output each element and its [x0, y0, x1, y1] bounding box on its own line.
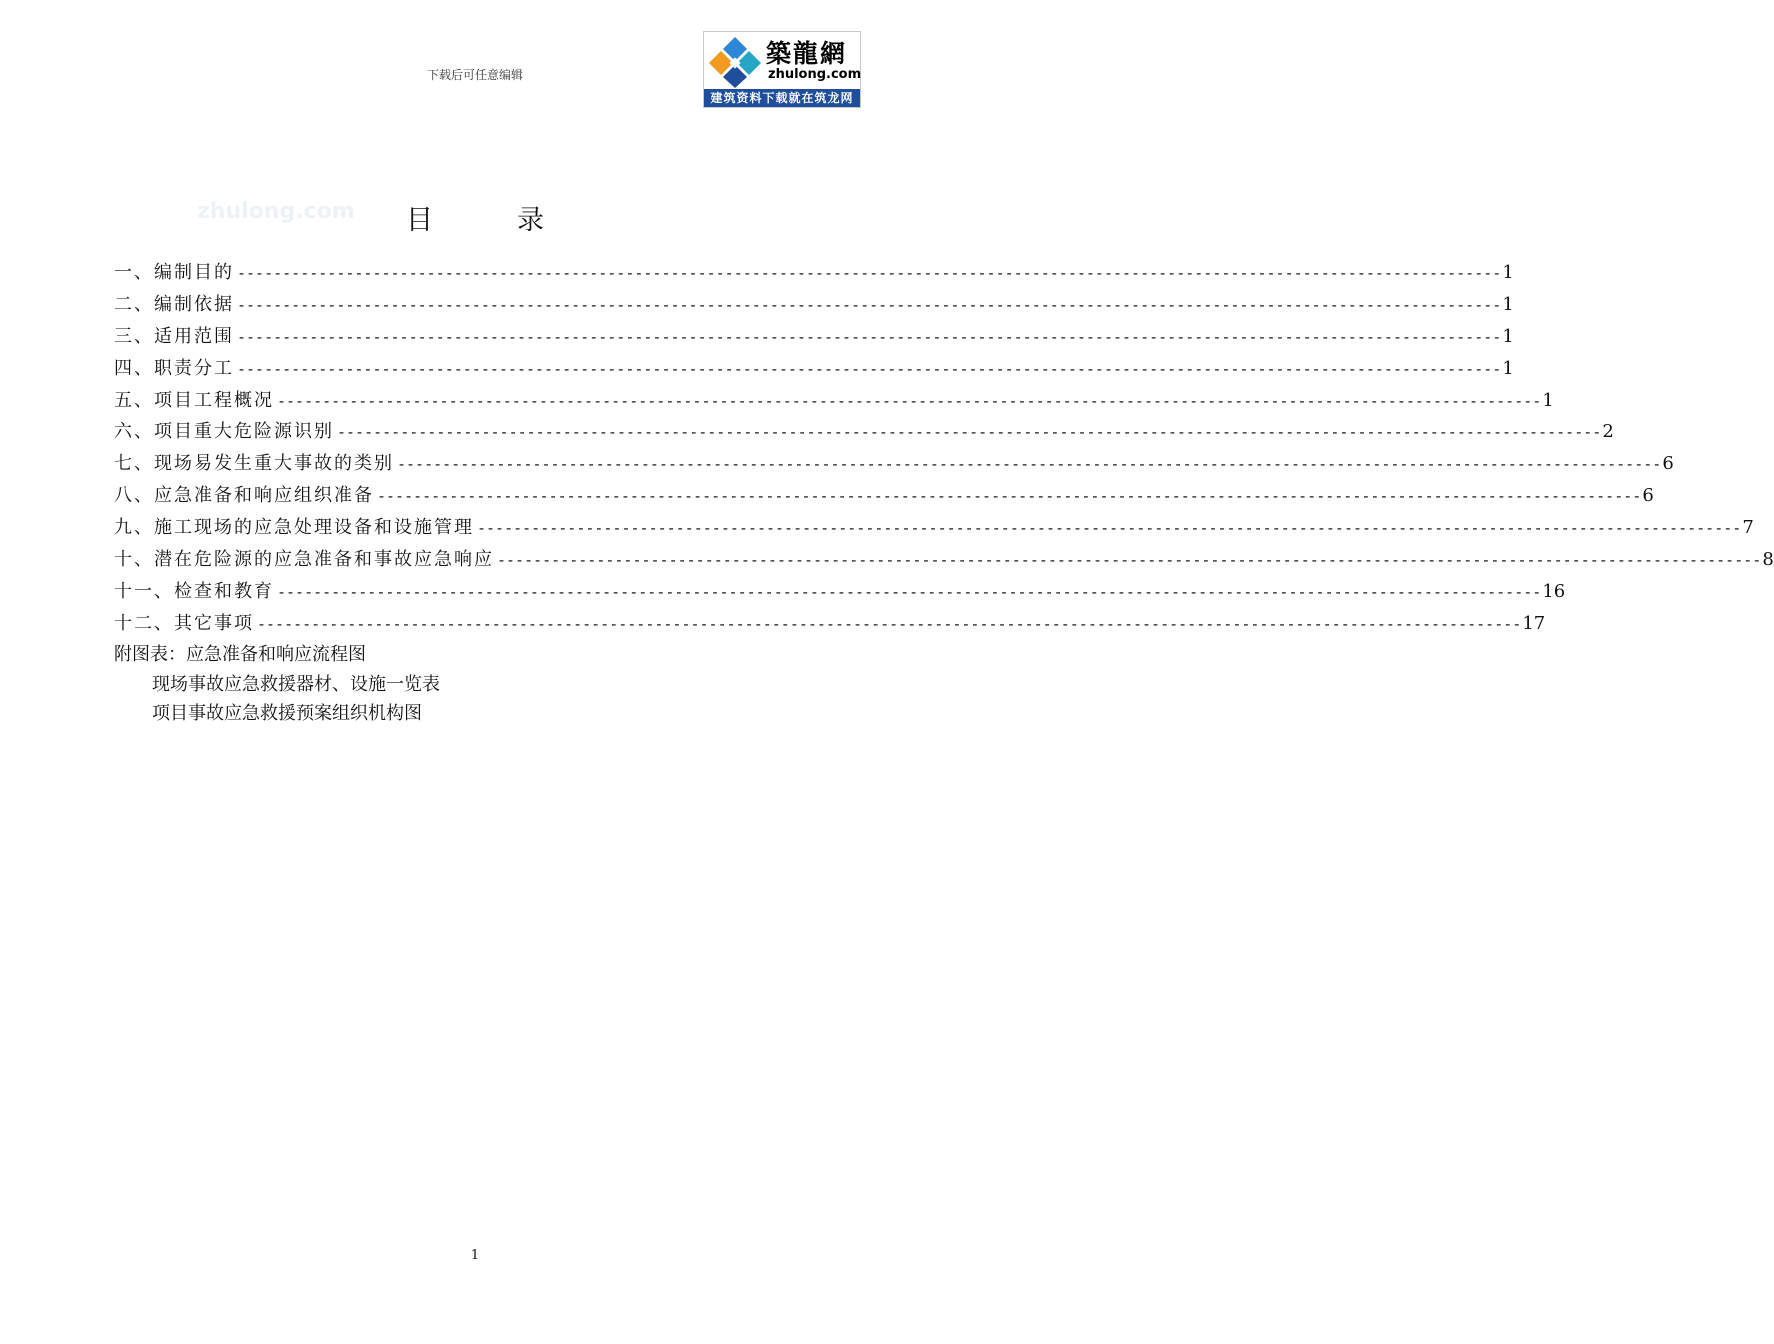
page-title: 目录: [406, 205, 628, 236]
toc-entry-label: 二、编制依据: [114, 293, 234, 315]
toc-entry-page: 1: [1502, 262, 1514, 283]
toc-dot-leader: --------------------------------------------------------------------------------------------------------------------------------------------: [237, 327, 1502, 346]
appendix-item: 现场事故应急救援器材、设施一览表: [152, 673, 440, 695]
toc-entry-page: 6: [1642, 485, 1654, 507]
toc-entry[interactable]: [114, 449, 1674, 481]
toc-entry[interactable]: [114, 417, 1614, 449]
toc-dot-leader: --------------------------------------------------------------------------------------------------------------------------------------------: [277, 391, 1542, 410]
toc-entry[interactable]: [114, 609, 1546, 641]
toc-entry[interactable]: [114, 258, 1514, 290]
logo-domain: zhulong.com: [768, 67, 862, 82]
toc-dot-leader: --------------------------------------------------------------------------------------------------------------------------------------------: [497, 551, 1762, 570]
toc-entry-label: 十、潜在危险源的应急准备和事故应急响应: [114, 549, 494, 571]
toc-entry-label: 一、编制目的: [114, 262, 234, 283]
toc-entry[interactable]: [114, 322, 1514, 354]
toc-entry-label: 六、项目重大危险源识别: [114, 421, 334, 443]
toc-dot-leader: --------------------------------------------------------------------------------------------------------------------------------------------: [397, 455, 1662, 474]
toc-entry-page: 1: [1542, 389, 1554, 411]
toc-entry-page: 17: [1522, 612, 1546, 634]
toc-dot-leader: --------------------------------------------------------------------------------------------------------------------------------------------: [237, 295, 1502, 314]
toc-dot-leader: --------------------------------------------------------------------------------------------------------------------------------------------: [337, 423, 1602, 442]
toc-entry-page: 2: [1602, 421, 1614, 443]
toc-entry[interactable]: [114, 354, 1514, 386]
toc-dot-leader: --------------------------------------------------------------------------------------------------------------------------------------------: [257, 614, 1522, 633]
toc-entry[interactable]: [114, 481, 1654, 513]
header-note: 下载后可任意编辑: [426, 68, 523, 82]
toc-entry[interactable]: [114, 290, 1514, 322]
watermark: zhulong.com: [197, 199, 355, 224]
toc-entry[interactable]: [114, 386, 1554, 418]
toc-entry-label: 十二、其它事项: [114, 612, 254, 634]
toc-entry[interactable]: [114, 513, 1754, 545]
appendix: [114, 640, 440, 729]
toc-entry-page: 8: [1762, 549, 1774, 571]
toc-entry-page: 1: [1502, 325, 1514, 347]
toc-dot-leader: --------------------------------------------------------------------------------------------------------------------------------------------: [477, 519, 1742, 538]
zhulong-diamond-icon: [707, 35, 763, 89]
toc-entry-page: 1: [1502, 357, 1514, 379]
zhulong-logo: [703, 31, 861, 108]
appendix-item: 项目事故应急救援预案组织机构图: [152, 703, 422, 724]
toc-entry-page: 7: [1742, 517, 1754, 539]
page-number: 1: [470, 1248, 480, 1263]
toc-entry-label: 十一、检查和教育: [114, 580, 274, 602]
logo-slogan: 建筑资料下载就在筑龙网: [704, 89, 860, 107]
toc-entry-label: 四、职责分工: [114, 357, 234, 379]
logo-name-cn: 築龍網: [766, 39, 848, 68]
toc-dot-leader: --------------------------------------------------------------------------------------------------------------------------------------------: [237, 359, 1502, 378]
toc-entry[interactable]: [114, 577, 1566, 609]
appendix-heading: 附图表：应急准备和响应流程图: [114, 644, 366, 665]
toc-dot-leader: --------------------------------------------------------------------------------------------------------------------------------------------: [277, 582, 1542, 601]
toc-entry-page: 1: [1502, 293, 1514, 315]
toc-entry-label: 七、现场易发生重大事故的类别: [114, 453, 394, 475]
toc-entry-page: 16: [1542, 580, 1566, 602]
toc-dot-leader: --------------------------------------------------------------------------------------------------------------------------------------------: [377, 487, 1642, 506]
toc-entry-page: 6: [1662, 453, 1674, 475]
toc-entry-label: 三、适用范围: [114, 325, 234, 347]
toc-dot-leader: --------------------------------------------------------------------------------------------------------------------------------------------: [237, 264, 1502, 282]
toc-entry-label: 八、应急准备和响应组织准备: [114, 485, 374, 507]
toc-entry-label: 五、项目工程概况: [114, 389, 274, 411]
table-of-contents: [114, 258, 1774, 641]
toc-entry-label: 九、施工现场的应急处理设备和设施管理: [114, 517, 474, 539]
toc-entry[interactable]: [114, 545, 1774, 577]
